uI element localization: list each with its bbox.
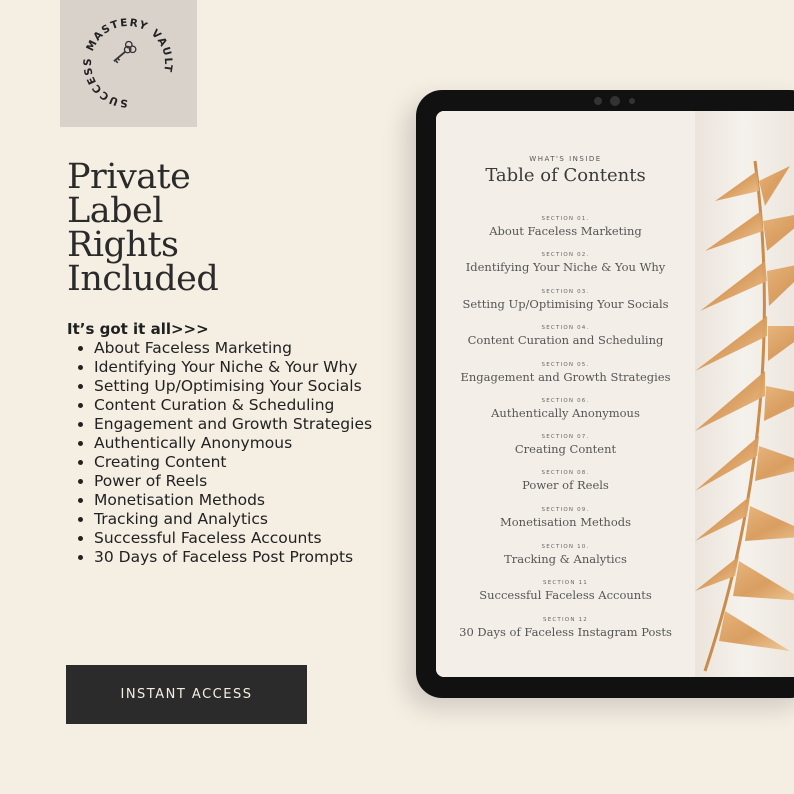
feature-item: • Creating Content [94,453,384,472]
headline-line: Included [67,259,219,299]
instant-access-button[interactable]: INSTANT ACCESS [66,665,307,724]
camera-dot [594,97,602,105]
feature-item: • Successful Faceless Accounts [94,529,384,548]
tablet-mockup [416,90,794,698]
palm-leaf-illustration [695,111,794,677]
toc-entry[interactable] [436,325,695,347]
toc-entry[interactable] [436,252,695,274]
brand-logo [60,0,197,127]
toc-entry[interactable] [436,617,695,639]
tablet-screen [436,111,794,677]
toc-entry[interactable] [436,470,695,492]
toc-section-number: SECTION 11 [543,580,588,586]
toc-entry[interactable] [436,289,695,311]
toc-section-number: SECTION 09. [541,507,590,513]
toc-section-number: SECTION 12 [543,617,588,623]
toc-entry[interactable] [436,434,695,456]
toc-section-number: SECTION 10. [541,544,590,550]
feature-item: • Setting Up/Optimising Your Socials [94,377,384,396]
feature-item: • Monetisation Methods [94,491,384,510]
toc-section-title: Tracking & Analytics [504,552,627,566]
toc-section-title: 30 Days of Faceless Instagram Posts [459,625,672,639]
toc-section-title: Identifying Your Niche & You Why [465,260,666,274]
toc-section-number: SECTION 02. [541,252,590,258]
toc-panel [436,111,695,677]
feature-item: • Identifying Your Niche & Your Why [94,358,384,377]
toc-entry[interactable] [436,507,695,529]
headline-line: Private [67,157,191,197]
key-icon [110,40,137,66]
toc-section-title: Content Curation and Scheduling [467,333,664,347]
toc-section-title: Successful Faceless Accounts [479,588,652,602]
toc-section-number: SECTION 05. [541,362,590,368]
toc-section-number: SECTION 08. [541,470,590,476]
logo-ring [60,0,197,127]
toc-section-number: SECTION 06. [541,398,590,404]
toc-section-title: Creating Content [514,442,617,456]
logo-ring-text: SUCCESS MASTERY VAULT [81,16,175,110]
sensor-dot [629,98,635,104]
features-intro: It’s got it all>>> [67,320,209,338]
feature-item: • Engagement and Growth Strategies [94,415,384,434]
toc-section-number: SECTION 04. [541,325,590,331]
toc-section-number: SECTION 07. [541,434,590,440]
feature-item: • Authentically Anonymous [94,434,384,453]
feature-item: • Content Curation & Scheduling [94,396,384,415]
toc-section-number: SECTION 01. [541,216,590,222]
toc-section-title: Monetisation Methods [499,515,632,529]
palm-leaf-photo [695,111,794,677]
feature-item: • About Faceless Marketing [94,339,384,358]
svg-text:SUCCESS MASTERY VAULT [82,17,174,109]
toc-section-number: SECTION 03. [541,289,590,295]
headline-line: Label [67,191,163,231]
toc-section-title: Power of Reels [522,478,609,492]
headline [67,157,327,299]
headline-line: Rights [67,225,179,265]
feature-item: • Power of Reels [94,472,384,491]
toc-entry[interactable] [436,580,695,602]
feature-item: • 30 Days of Faceless Post Prompts [94,548,384,567]
toc-eyebrow: WHAT'S INSIDE [529,155,602,163]
feature-list [74,339,384,567]
toc-entry[interactable] [436,362,695,384]
camera-lens [610,96,620,106]
toc-entry[interactable] [436,544,695,566]
feature-item: • Tracking and Analytics [94,510,384,529]
toc-entry[interactable] [436,398,695,420]
toc-entry[interactable] [436,216,695,238]
toc-section-title: Setting Up/Optimising Your Socials [462,297,669,311]
toc-section-title: Engagement and Growth Strategies [460,370,671,384]
toc-section-title: About Faceless Marketing [489,224,642,238]
toc-section-title: Authentically Anonymous [491,406,640,420]
toc-title: Table of Contents [485,165,646,186]
